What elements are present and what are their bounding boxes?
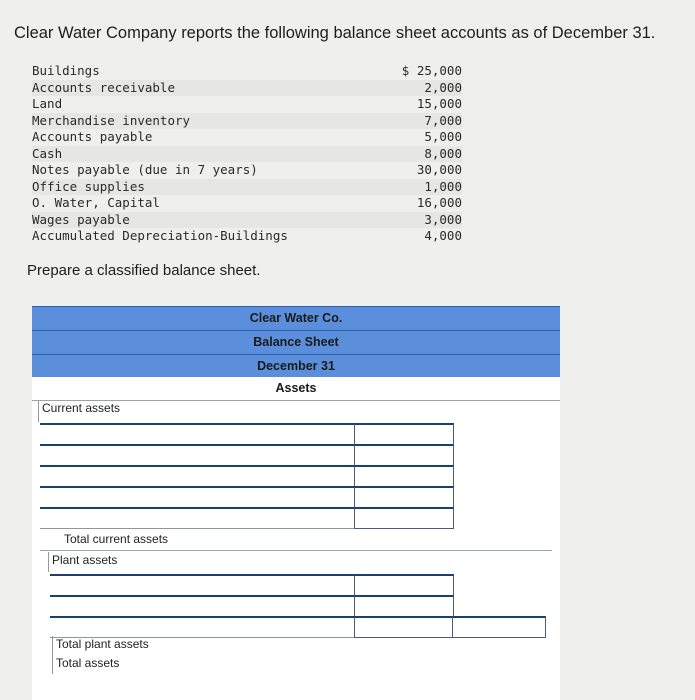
statement-title-header: Balance Sheet <box>32 330 560 354</box>
plant-asset-account-input[interactable] <box>50 595 354 617</box>
divider <box>40 550 552 551</box>
account-row <box>32 228 462 245</box>
balance-sheet-worksheet <box>32 306 560 700</box>
question-text: Clear Water Company reports the following balance sheet accounts as of December 31. <box>14 24 656 42</box>
plant-asset-account-input[interactable] <box>50 574 354 596</box>
current-asset-amount-input[interactable] <box>354 444 454 466</box>
statement-date-header: December 31 <box>32 354 560 378</box>
account-amount: 7,000 <box>424 112 462 128</box>
account-amount: 2,000 <box>424 79 462 95</box>
plant-assets-label: Plant assets <box>48 552 117 572</box>
account-row <box>32 96 462 113</box>
current-asset-account-input[interactable] <box>40 444 354 466</box>
current-asset-amount-input[interactable] <box>354 465 454 487</box>
account-name: Buildings <box>32 63 100 78</box>
account-name: Merchandise inventory <box>32 112 191 128</box>
account-name: Office supplies <box>32 178 145 194</box>
account-row <box>32 179 462 196</box>
plant-asset-amount-input[interactable] <box>354 595 454 617</box>
account-row <box>32 195 462 212</box>
current-asset-account-input[interactable] <box>40 423 354 445</box>
current-asset-amount-input[interactable] <box>354 486 454 508</box>
total-current-assets-label: Total current assets <box>64 532 169 546</box>
account-amount: 3,000 <box>424 211 462 227</box>
account-row <box>32 146 462 163</box>
total-plant-assets-amount-input[interactable] <box>452 616 546 638</box>
account-name: Cash <box>32 145 63 161</box>
account-name: Accounts receivable <box>32 79 175 95</box>
current-asset-account-input[interactable] <box>40 486 354 508</box>
account-row <box>32 212 462 229</box>
account-name: Accumulated Depreciation-Buildings <box>32 228 288 243</box>
accounts-list <box>32 63 462 245</box>
account-amount: 8,000 <box>424 145 462 161</box>
plant-asset-amount-input[interactable] <box>354 616 454 638</box>
account-name: Wages payable <box>32 211 130 227</box>
total-assets-label: Total assets <box>52 656 119 674</box>
plant-asset-amount-input[interactable] <box>354 574 454 596</box>
plant-asset-account-input[interactable] <box>50 616 354 638</box>
account-amount: 30,000 <box>416 162 462 177</box>
account-row <box>32 129 462 146</box>
current-asset-account-input[interactable] <box>40 465 354 487</box>
total-plant-assets-label: Total plant assets <box>52 636 149 656</box>
account-amount: 1,000 <box>424 178 462 194</box>
account-name: Notes payable (due in 7 years) <box>32 162 258 177</box>
instruction-text: Prepare a classified balance sheet. <box>27 262 261 279</box>
account-row <box>32 63 462 80</box>
account-name: Land <box>32 96 63 111</box>
current-asset-account-input[interactable] <box>40 507 354 529</box>
account-name: Accounts payable <box>32 129 153 144</box>
account-amount: $ 25,000 <box>401 63 462 78</box>
account-row <box>32 113 462 130</box>
account-name: O. Water, Capital <box>32 195 160 210</box>
account-amount: 16,000 <box>416 195 462 210</box>
assets-section-header: Assets <box>32 377 560 401</box>
current-asset-amount-input[interactable] <box>354 507 454 529</box>
account-amount: 5,000 <box>424 129 462 144</box>
account-row <box>32 162 462 179</box>
account-amount: 4,000 <box>424 228 462 243</box>
current-assets-label: Current assets <box>38 400 120 422</box>
account-amount: 15,000 <box>416 96 462 111</box>
account-row <box>32 80 462 97</box>
current-asset-amount-input[interactable] <box>354 423 454 445</box>
company-name-header: Clear Water Co. <box>32 306 560 330</box>
